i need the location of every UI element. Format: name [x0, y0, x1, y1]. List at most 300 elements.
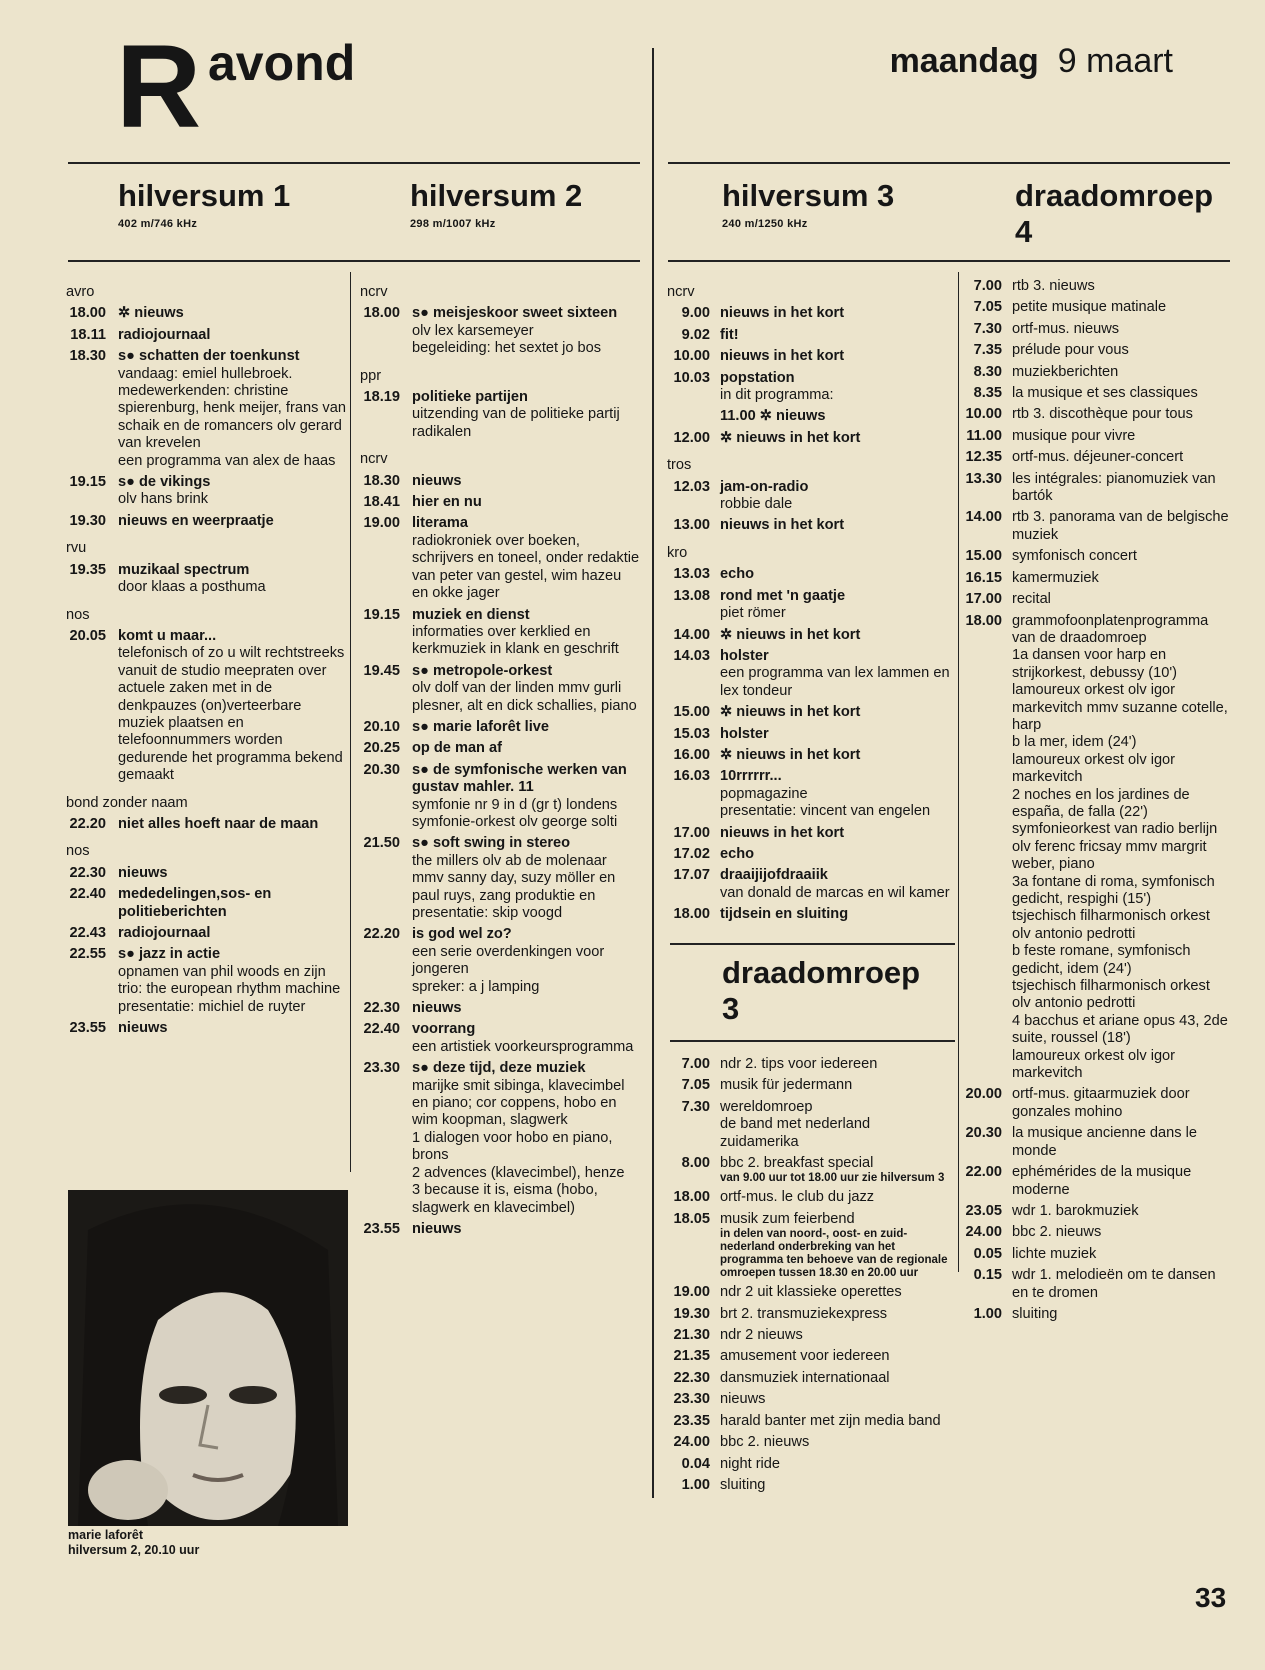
program-time: 20.30 [965, 1125, 1002, 1142]
program-time: 19.30 [673, 1305, 710, 1322]
program-body [1002, 548, 1232, 565]
h2-frequency: 298 m/1007 kHz [410, 217, 496, 230]
program-entry [667, 1211, 952, 1280]
program-body [400, 663, 640, 715]
program-title: nieuws in het kort [720, 517, 845, 534]
program-body [710, 1413, 952, 1430]
program-entry [667, 588, 952, 623]
program-entry [667, 1348, 952, 1365]
program-time: 10.00 [673, 348, 710, 365]
program-description: wdr 1. melodieën om te dansen en te dromen [1012, 1267, 1216, 1301]
program-description: telefonisch of zo u wilt rechtstreeks vanuit de studio meepraten over actuele zaken met in de denkpauzes (on)verteerbare muziek plaatsen en telefoonnummers worden gedurende het programma bekend gemaakt [118, 645, 345, 784]
program-entry [964, 385, 1232, 402]
program-entry [667, 1077, 952, 1094]
program-title: ✲ nieuws in het kort [720, 704, 861, 721]
program-entry [360, 1060, 640, 1217]
program-entry [964, 342, 1232, 359]
program-body [710, 1434, 952, 1451]
program-body [400, 515, 640, 602]
program-body [710, 370, 952, 405]
program-body [106, 1020, 346, 1037]
program-title: nieuws in het kort [720, 305, 845, 322]
program-entry [360, 515, 640, 602]
program-body [400, 719, 640, 736]
program-body [400, 926, 640, 996]
program-time: 7.30 [973, 320, 1002, 337]
photo-caption [68, 1528, 199, 1558]
program-description: piet römer [720, 605, 786, 622]
program-description: musik zum feierbend [720, 1210, 855, 1227]
program-description: ortf-mus. le club du jazz [720, 1189, 875, 1206]
program-body [106, 474, 346, 509]
program-body [710, 1077, 952, 1094]
program-title: radiojournaal [118, 925, 211, 941]
program-entry [66, 628, 346, 785]
program-entry [964, 509, 1232, 544]
program-description: dansmuziek internationaal [720, 1369, 890, 1386]
program-time: 13.03 [673, 566, 710, 583]
program-title: draaijijofdraaiik [720, 867, 828, 884]
program-time: 19.15 [363, 606, 400, 623]
program-time: 18.00 [673, 906, 710, 923]
program-title: rond met 'n gaatje [720, 587, 846, 604]
program-time: 22.20 [363, 926, 400, 943]
program-title: radiojournaal [118, 326, 211, 343]
program-entry [360, 762, 640, 832]
program-time: 18.00 [69, 305, 106, 322]
program-time: 22.55 [69, 946, 106, 963]
program-entry [667, 408, 952, 425]
program-time: 22.30 [69, 864, 106, 881]
program-description: kamermuziek [1012, 569, 1099, 586]
program-entry [667, 1456, 952, 1473]
program-time: 20.05 [69, 627, 106, 644]
program-entry [964, 548, 1232, 565]
program-title: politieke partijen [412, 389, 528, 406]
program-body [1002, 1203, 1232, 1220]
program-entry [667, 648, 952, 700]
program-description: sluiting [1012, 1305, 1058, 1322]
program-description: grammofoonplatenprogramma van de draadomroep 1a dansen voor harp en strijkorkest, debussy (10') lamoureux orkest olv igor markevitch mmv suzanne cotelle, harp b la mer, idem (24') lamoureux orkest olv igor markevitch 2 noches en los jardines de españa, de falla (22') symfonieorkest van radio berlijn olv ferenc fricsay mmv margrit weber, piano 3a fontane di roma, symfonisch gedicht, respighi (15') tsjechisch filharmonisch orkest olv antonio pedrotti b feste romane, symfonisch gedicht, idem (24') tsjechisch filharmonisch orkest olv antonio pedrotti 4 bacchus et ariane opus 43, 2de suite, roussel (18') lamoureux orkest olv igor markevitch [1012, 612, 1228, 1082]
program-body [400, 762, 640, 832]
caption-detail: hilversum 2, 20.10 uur [68, 1543, 200, 1557]
program-description: ephémérides de la musique moderne [1012, 1164, 1192, 1198]
program-body [710, 1456, 952, 1473]
program-body [106, 628, 346, 785]
program-description: ortf-mus. nieuws [1012, 320, 1120, 337]
program-description: symfonie nr 9 in d (gr t) londens symfonie-orkest olv george solti [412, 796, 618, 830]
program-title: voorrang [412, 1021, 476, 1038]
program-entry [360, 473, 640, 490]
program-entry [360, 305, 640, 357]
program-description: musique pour vivre [1012, 427, 1136, 444]
program-description: harald banter met zijn media band [720, 1412, 941, 1429]
program-entry [667, 1306, 952, 1323]
program-body [1002, 471, 1232, 506]
program-time: 14.03 [673, 647, 710, 664]
program-entry [667, 1327, 952, 1344]
program-time: 23.30 [363, 1060, 400, 1077]
program-description: la musique ancienne dans le monde [1012, 1125, 1197, 1159]
program-description: een artistiek voorkeursprogramma [412, 1038, 634, 1055]
program-description: bbc 2. breakfast special [720, 1155, 874, 1172]
program-entry [66, 562, 346, 597]
program-body [710, 704, 952, 721]
program-body [1002, 342, 1232, 359]
program-title: mededelingen,sos- en politieberichten [118, 886, 272, 920]
program-title: muzikaal spectrum [118, 561, 250, 578]
program-entry [66, 1020, 346, 1037]
program-body [106, 513, 346, 530]
program-body [106, 816, 346, 833]
program-description: the millers olv ab de molenaar mmv sanny day, suzy möller en paul ruys, zang produktie en presentatie: skip voogd [412, 852, 616, 921]
program-body [400, 835, 640, 922]
broadcaster-label: ncrv [667, 284, 695, 300]
marie-laforet-photo [68, 1190, 348, 1526]
program-title: s● metropole-orkest [412, 662, 553, 679]
broadcaster-label: ncrv [360, 284, 388, 300]
program-body [400, 1000, 640, 1017]
program-entry [667, 1370, 952, 1387]
program-entry [667, 370, 952, 405]
program-time: 20.30 [363, 761, 400, 778]
program-body [710, 747, 952, 764]
program-body [710, 430, 952, 447]
program-title: echo [720, 566, 755, 583]
program-title: fit! [720, 326, 739, 343]
program-time: 23.05 [965, 1202, 1002, 1219]
program-entry [66, 348, 346, 470]
program-entry [360, 740, 640, 757]
header-rule-left [68, 260, 640, 262]
broadcaster-label: nos [66, 843, 90, 860]
program-entry [667, 1056, 952, 1073]
program-time: 23.55 [69, 1020, 106, 1037]
program-time: 0.15 [973, 1267, 1002, 1284]
program-body [1002, 449, 1232, 466]
header-rule-right [668, 260, 1230, 262]
section-letter: R [116, 21, 200, 153]
program-body [400, 494, 640, 511]
program-description: bbc 2. nieuws [1012, 1224, 1102, 1241]
program-time: 22.20 [69, 815, 106, 832]
program-entry [66, 946, 346, 1016]
program-body [400, 740, 640, 757]
program-title: op de man af [412, 740, 503, 757]
program-body [1002, 428, 1232, 445]
program-body [1002, 1267, 1232, 1302]
broadcaster-label: avro [66, 284, 95, 300]
program-description: recital [1012, 591, 1051, 608]
program-description: in dit programma: [720, 387, 834, 404]
program-time: 13.08 [673, 587, 710, 604]
program-entry [360, 494, 640, 511]
program-time: 9.02 [681, 326, 710, 343]
program-body [710, 1284, 952, 1301]
program-entry [66, 886, 346, 921]
program-entry [66, 816, 346, 833]
program-description: ortf-mus. gitaarmuziek door gonzales mohino [1012, 1086, 1190, 1120]
program-description: vandaag: emiel hullebroek. medewerkenden: christine spierenburg, henk meijer, frans van schaik en de romancers olv gerard van krevelen een programma van alex de haas [118, 365, 346, 469]
program-body [710, 648, 952, 700]
program-time: 16.00 [673, 746, 710, 763]
program-time: 22.43 [69, 925, 106, 941]
program-entry [964, 278, 1232, 295]
program-entry [360, 1021, 640, 1056]
program-description: een serie overdenkingen voor jongeren spreker: a j lamping [412, 943, 605, 995]
program-entry [360, 835, 640, 922]
program-time: 21.50 [363, 835, 400, 852]
program-entry [66, 865, 346, 882]
program-body [710, 1306, 952, 1323]
program-entry [360, 1221, 640, 1238]
program-time: 22.40 [69, 886, 106, 903]
program-description: robbie dale [720, 496, 793, 513]
program-title: 11.00 ✲ nieuws [720, 408, 826, 425]
program-title: komt u maar... [118, 627, 217, 644]
program-entry [667, 747, 952, 764]
top-rule-right [668, 162, 1230, 164]
program-time: 0.05 [973, 1245, 1002, 1262]
program-entry [360, 607, 640, 659]
h1-header [118, 178, 290, 230]
program-entry [964, 1224, 1232, 1241]
h3-name: hilversum 3 [722, 178, 895, 213]
program-entry [667, 348, 952, 365]
h3-program-list [667, 274, 952, 924]
program-description: prélude pour vous [1012, 342, 1129, 359]
program-body [1002, 364, 1232, 381]
program-description: ndr 2. tips voor iedereen [720, 1056, 878, 1072]
program-description: informaties over kerklied en kerkmuziek in klank en geschrift [412, 623, 619, 658]
program-time: 23.35 [673, 1412, 710, 1429]
d4-name: draadomroep [1015, 178, 1214, 213]
h2-header [410, 178, 582, 230]
program-entry [667, 327, 952, 344]
program-title: muziek en dienst [412, 606, 530, 623]
program-body [710, 768, 952, 820]
program-body [710, 588, 952, 623]
program-description: marijke smit sibinga, klavecimbel en piano; cor coppens, hobo en wim koopman, slagwerk 1 dialogen voor hobo en piano, brons 2 advences (klavecimbel), henze 3 because it is, eisma (hobo, slagwerk en klavecimbel) [412, 1077, 625, 1216]
program-entry [667, 1391, 952, 1408]
program-body [1002, 509, 1232, 544]
broadcaster-label: nos [66, 606, 90, 623]
program-entry [360, 389, 640, 441]
program-entry [667, 768, 952, 820]
program-entry [667, 704, 952, 721]
program-entry [667, 1189, 952, 1206]
program-description: uitzending van de politieke partij radikalen [412, 406, 620, 440]
program-time: 24.00 [965, 1224, 1002, 1241]
program-body [710, 479, 952, 514]
program-time: 18.41 [363, 494, 400, 511]
program-title: nieuws [412, 1000, 462, 1017]
program-time: 17.02 [673, 845, 710, 862]
program-entry [964, 1246, 1232, 1263]
program-description: nieuws [720, 1391, 766, 1408]
program-title: nieuws in het kort [720, 348, 845, 365]
h2-program-list [360, 274, 640, 1238]
program-body [1002, 613, 1232, 1083]
program-entry [964, 471, 1232, 506]
program-body [106, 946, 346, 1016]
program-title: holster [720, 647, 769, 664]
program-body [1002, 1224, 1232, 1241]
h1-name: hilversum 1 [118, 178, 291, 213]
d4-program-list [964, 274, 1232, 1323]
program-entry [360, 719, 640, 736]
program-time: 1.00 [973, 1305, 1002, 1322]
program-body [106, 925, 346, 942]
program-description: musik für jedermann [720, 1077, 853, 1094]
program-body [106, 865, 346, 882]
program-body [710, 846, 952, 863]
program-entry [964, 570, 1232, 587]
program-time: 18.11 [70, 326, 106, 343]
program-time: 17.00 [965, 591, 1002, 608]
program-entry [667, 726, 952, 743]
d3-rule-top [670, 943, 955, 945]
program-time: 16.15 [965, 569, 1002, 586]
program-time: 7.35 [973, 342, 1002, 359]
program-title: tijdsein en sluiting [720, 906, 849, 923]
program-time: 7.00 [973, 278, 1002, 294]
program-time: 7.05 [973, 299, 1002, 316]
program-entry [667, 305, 952, 322]
program-entry [964, 406, 1232, 423]
program-entry [66, 305, 346, 322]
program-body [710, 627, 952, 644]
program-body [400, 607, 640, 659]
program-time: 7.30 [681, 1098, 710, 1115]
d3-header [722, 955, 920, 1026]
program-description: night ride [720, 1455, 781, 1472]
program-description: les intégrales: pianomuziek van bartók [1012, 470, 1216, 505]
program-entry [360, 663, 640, 715]
program-body [106, 305, 346, 322]
program-description: van donald de marcas en wil kamer [720, 884, 950, 901]
d4-header [1015, 178, 1213, 249]
program-time: 19.45 [363, 662, 400, 679]
program-body [710, 726, 952, 743]
program-description: wereldomroep de band met nederland zuidamerika [720, 1098, 871, 1150]
program-description: ndr 2 nieuws [720, 1327, 803, 1344]
program-body [710, 906, 952, 923]
program-time: 21.35 [673, 1348, 710, 1365]
program-body [1002, 321, 1232, 338]
program-entry [964, 1086, 1232, 1121]
program-time: 16.03 [673, 768, 710, 785]
program-title: ✲ nieuws in het kort [720, 429, 861, 446]
program-description: door klaas a posthuma [118, 579, 266, 596]
program-title: s● de symfonische werken van gustav mahler. 11 [412, 761, 627, 796]
program-time: 12.00 [673, 429, 710, 446]
program-entry [667, 846, 952, 863]
program-description: opnamen van phil woods en zijn trio: the european rhythm machine presentatie: michiel de ruyter [118, 963, 341, 1015]
program-entry [667, 430, 952, 447]
program-description: lichte muziek [1012, 1245, 1097, 1262]
program-time: 18.19 [363, 389, 400, 406]
program-time: 8.35 [973, 385, 1002, 402]
portrait-image [68, 1190, 348, 1526]
program-body [106, 327, 346, 344]
program-body [1002, 299, 1232, 316]
program-time: 20.25 [363, 740, 400, 757]
program-entry [964, 1125, 1232, 1160]
h1-program-list [66, 274, 346, 1037]
program-title: s● marie laforêt live [412, 718, 549, 735]
program-time: 14.00 [965, 509, 1002, 526]
program-description: olv lex karsemeyer begeleiding: het sextet jo bos [412, 322, 602, 357]
program-time: 10.03 [673, 369, 710, 386]
program-time: 19.15 [69, 474, 106, 491]
program-time: 1.00 [681, 1476, 710, 1493]
center-divider [652, 48, 654, 1498]
program-entry [360, 926, 640, 996]
program-entry [667, 1477, 952, 1494]
d3-rule-bottom [670, 1040, 955, 1042]
program-body [1002, 1086, 1232, 1121]
program-description: bbc 2. nieuws [720, 1434, 810, 1451]
program-time: 15.00 [965, 548, 1002, 565]
col-divider-3 [958, 272, 959, 1272]
program-body [710, 1211, 952, 1280]
program-title: jam-on-radio [720, 478, 809, 495]
program-time: 24.00 [673, 1434, 710, 1451]
program-entry [360, 1000, 640, 1017]
program-time: 22.40 [363, 1021, 400, 1038]
program-body [710, 1370, 952, 1387]
program-body [400, 305, 640, 357]
page-number: 33 [1195, 1582, 1227, 1613]
program-title: nieuws [118, 1020, 168, 1037]
program-body [710, 1327, 952, 1344]
program-title: s● schatten der toenkunst [118, 348, 300, 365]
program-time: 7.00 [681, 1056, 710, 1072]
program-title: s● soft swing in stereo [412, 835, 571, 852]
date-label: 9 maart [1057, 42, 1173, 80]
program-description: olv dolf van der linden mmv gurli plesner, alt en dick schallies, piano [412, 680, 637, 714]
program-note: van 9.00 uur tot 18.00 uur zie hilversum 3 [720, 1172, 945, 1185]
d3-program-list [667, 1052, 952, 1494]
program-entry [964, 321, 1232, 338]
program-time: 17.07 [673, 867, 710, 884]
program-description: rtb 3. panorama van de belgische muziek [1012, 509, 1229, 543]
program-time: 8.00 [681, 1155, 710, 1172]
program-body [1002, 570, 1232, 587]
program-body [1002, 1306, 1232, 1323]
program-description: ortf-mus. déjeuner-concert [1012, 449, 1184, 466]
program-time: 18.05 [673, 1210, 710, 1227]
program-title: echo [720, 845, 755, 862]
program-time: 19.30 [69, 512, 106, 529]
date-heading [890, 44, 1173, 78]
program-entry [66, 474, 346, 509]
program-title: ✲ nieuws in het kort [720, 626, 861, 643]
program-title: popstation [720, 369, 795, 386]
program-entry [964, 364, 1232, 381]
program-body [1002, 406, 1232, 423]
program-body [1002, 1246, 1232, 1263]
program-time: 18.30 [363, 472, 400, 489]
broadcaster-label: ncrv [360, 451, 388, 468]
broadcaster-label: rvu [66, 540, 87, 557]
program-body [1002, 278, 1232, 295]
program-title: s● jazz in actie [118, 946, 221, 963]
program-time: 15.00 [673, 704, 710, 721]
program-title: nieuws [118, 864, 168, 881]
program-body [710, 566, 952, 583]
